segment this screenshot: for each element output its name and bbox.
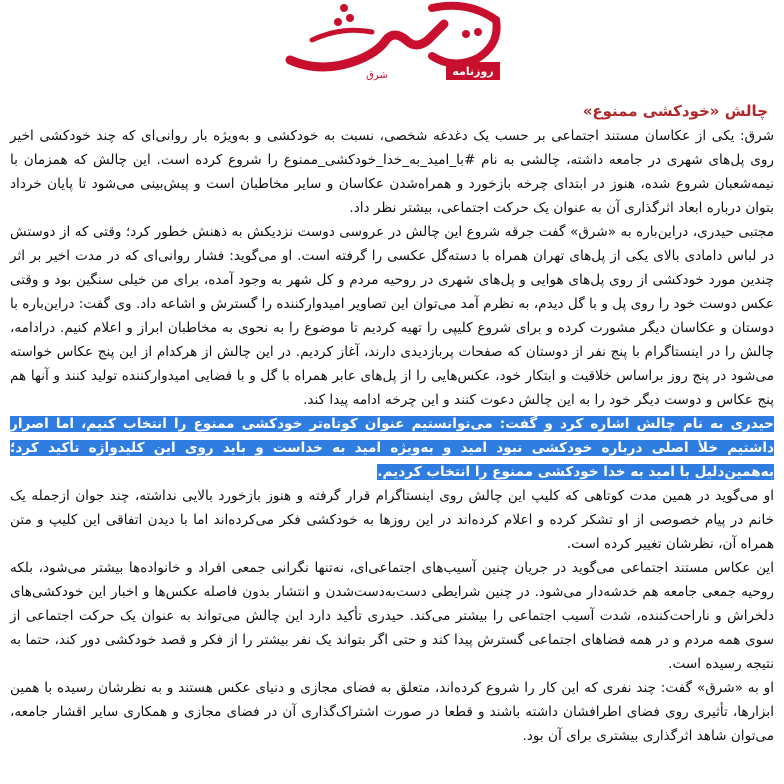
paragraph-4: او می‌گوید در همین مدت کوتاهی که کلیپ این چالش روی اینستاگرام قرار گرفته و هنوز بازخورد بالایی نداشته، چند جوان ازجمله یک خانم در پیام خصوصی از او تشکر کرده و اعلام کرده‌اند در این روزها به خودکشی فکر می‌کرده‌اند اما با دیدن اتفاقی این کلیپ و متن همراه آن، نظرشان تغییر کرده است. [10,488,774,552]
logo-brush-strokes [290,4,497,67]
svg-text:روزنامه: روزنامه [452,65,494,78]
article-body [10,124,774,748]
svg-text:شرق: شرق [366,70,388,81]
newspaper-logo [282,0,502,82]
masthead [0,0,784,86]
highlighted-selection: حیدری به نام چالش اشاره کرد و گفت: می‌توانستیم عنوان کوتاه‌تر خودکشی ممنوع را انتخاب کنیم، اما اصرار داشتیم خلأ اصلی درباره خودکشی نبود امید و به‌ویژه امید به خداست و باید روی این کلیدواژه تأکید کرد؛ به‌همین‌دلیل با امید به خدا خودکشی ممنوع را انتخاب کردیم. [10,416,774,480]
paragraph-2: مجتبی حیدری، دراین‌باره به «شرق» گفت جرقه شروع این چالش در عروسی دوست نزدیکش به ذهنش خطور کرد؛ وقتی که از دوستش در لباس دامادی بالای یکی از پل‌های تهران همراه با دسته‌گل عکسی را گرفته است. او می‌گوید: فشار روانی‌ای که در مدت اخیر بر اثر چندین مورد خودکشی از روی پل‌های هوایی و پل‌های شهری در روحیه مردم و کل شهر به وجود آمده، برای من خیلی سنگین بود و وقتی عکس دوست خود را روی پل و با گل دیدم، به نظرم آمد می‌توان این تصاویر امیدوارکننده را گسترش و اشاعه داد. وی گفت: دراین‌باره با دوستان و عکاسان دیگر مشورت کرده و برای شروع کلیپی را تهیه کردیم تا موضوع را به نحوی به مخاطبان ابراز و اعلام کنیم. درادامه، چالش را در اینستاگرام با پنج نفر از دوستان که صفحات پربازدیدی دارند، آغاز کردیم. در این چالش از هرکدام از این پنج عکاس خواسته می‌شود در پنج روز براساس خلاقیت و ابتکار خود، عکس‌هایی را از پل‌های عابر همراه با گل و با فضایی امیدوارکننده تولید کنند و آنها هم پنج عکاس و دوست دیگر خود را به این چالش دعوت کنند و این چرخه ادامه پیدا کند. [10,224,774,408]
article-headline: چالش «خودکشی ممنوع» [582,102,768,120]
paragraph-1: شرق: یکی از عکاسان مستند اجتماعی بر حسب یک دغدغه شخصی، نسبت به خودکشی و به‌ویژه بار روانی‌ای که چند خودکشی اخیر روی پل‌های شهری در جامعه داشته، چالشی به نام #با_امید_به_خدا_خودکشی_ممنوع را شروع کرده است. این چالش که همزمان با نیمه‌شعبان شروع شده، هنوز در ابتدای چرخه بازخورد و همراه‌شدن عکاسان و سایر مخاطبان است و پیش‌بینی می‌شود تا پایان خرداد بتوان درباره ابعاد اثرگذاری آن به عنوان یک حرکت اجتماعی، بیشتر نظر داد. [10,128,774,216]
paragraph-5: این عکاس مستند اجتماعی می‌گوید در جریان چنین آسیب‌های اجتماعی‌ای، نه‌تنها نگرانی جمعی افراد و خانواده‌ها بیشتر می‌شود، بلکه روحیه جمعی جامعه هم خدشه‌دار می‌شود. در چنین شرایطی دست‌به‌دست‌شدن و انتشار بدون فاصله عکس‌ها و اخبار این خودکشی‌های دلخراش و ناراحت‌کننده، شدت آسیب اجتماعی را بیشتر می‌کند. حیدری تأکید دارد این چالش می‌تواند به عنوان یک حرکت اجتماعی از سوی همه مردم و در همه فضاهای اجتماعی گسترش پیدا کند و حتی اگر بتواند یک نفر بیشتر را از فکر و قصد خودکشی دور کند، حتما به نتیجه رسیده است. [10,560,774,672]
logo-wordmark [366,62,500,81]
paragraph-6: او به «شرق» گفت: چند نفری که این کار را شروع کرده‌اند، متعلق به فضای مجازی و دنیای عکس هستند و به نظرشان رسیده با همین ابزارها، تأثیری روی فضای اطرافشان داشته باشند و قطعا در صورت اشتراک‌گذاری آن در فضای مجازی و همکاری سایر اقشار جامعه، می‌توان شاهد اثرگذاری بیشتری برای آن بود. [10,680,774,744]
paragraph-3-highlighted [10,412,774,484]
